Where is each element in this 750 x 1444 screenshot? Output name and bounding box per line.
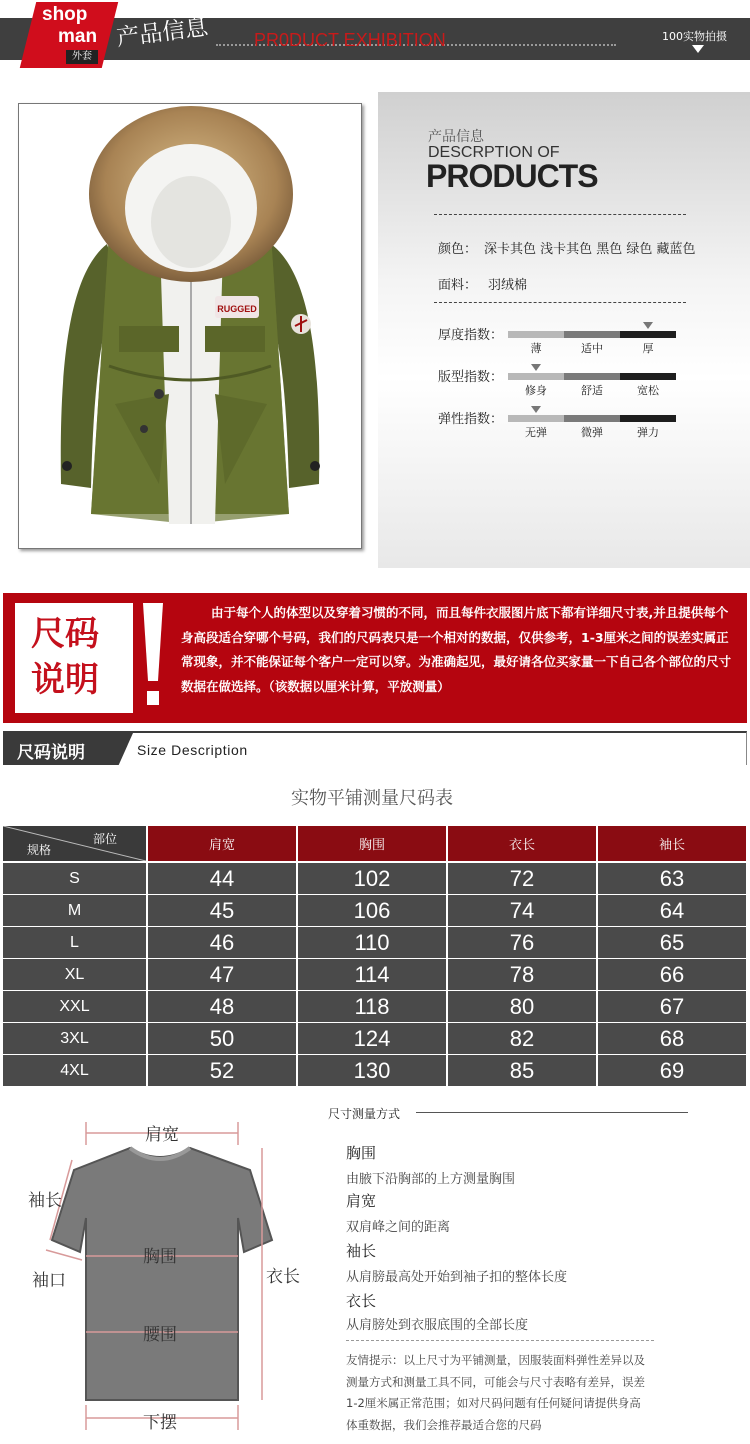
selected-marker-icon [643, 322, 653, 329]
selected-marker-icon [531, 406, 541, 413]
measure-item-title: 袖长 [346, 1242, 377, 1260]
notice-box-line1: 尺码 [31, 614, 99, 654]
size-cell: XL [3, 959, 146, 990]
logo-text-shop: shop [42, 4, 88, 25]
fabric-label: 面料： [438, 278, 478, 293]
value-cell: 47 [148, 959, 296, 990]
size-cell: M [3, 895, 146, 926]
value-cell: 74 [448, 895, 596, 926]
table-row [3, 1055, 747, 1086]
scale-option: 宽松 [637, 384, 659, 397]
size-notice-banner [3, 593, 747, 723]
size-table [3, 826, 747, 1087]
scale-option: 舒适 [581, 384, 603, 397]
table-row [3, 959, 747, 990]
measure-item-title: 胸围 [346, 1144, 377, 1162]
scale-segment [508, 415, 564, 422]
fabric-value: 羽绒棉 [488, 278, 528, 293]
measure-tip: 友情提示：以上尺寸为平铺测量，因服装面料弹性差异以及测量方式和测量工具不同，可能会与尺寸表略有差异，误差1-2厘米属正常范围；如对尺码问题有任何疑问请提供身高体重数据，我们会推荐最适合您的尺码 [346, 1353, 645, 1432]
scale-label: 弹性指数： [438, 412, 504, 427]
info-divider [434, 214, 686, 215]
table-row [3, 1023, 747, 1054]
table-row [3, 927, 747, 958]
measure-item-desc: 双肩峰之间的距离 [346, 1220, 451, 1235]
measure-item-desc: 从肩膀最高处开始到袖子扣的整体长度 [346, 1270, 568, 1285]
value-cell: 85 [448, 1055, 596, 1086]
parka-jacket-image [19, 104, 361, 548]
measurement-instructions [328, 1100, 708, 1440]
measure-item-title: 肩宽 [346, 1192, 377, 1210]
chest-label: 胸围 [143, 1247, 177, 1267]
column-header: 肩宽 [148, 826, 296, 861]
scale-option: 薄 [530, 342, 542, 355]
value-cell: 118 [298, 991, 446, 1022]
size-cell: L [3, 927, 146, 958]
measure-item-desc: 由腋下沿胸部的上方测量胸围 [346, 1172, 516, 1187]
value-cell: 48 [148, 991, 296, 1022]
table-row [3, 991, 747, 1022]
product-info-panel [378, 92, 750, 568]
logo-text-man: man [58, 26, 98, 47]
scale-segment [564, 331, 620, 338]
size-cell: 4XL [3, 1055, 146, 1086]
length-label: 衣长 [266, 1267, 300, 1287]
scale-option: 厚 [642, 342, 654, 355]
value-cell: 106 [298, 895, 446, 926]
value-cell: 69 [598, 1055, 746, 1086]
sleeve-label: 袖长 [28, 1191, 62, 1211]
scale-segment [620, 373, 676, 380]
scale-label: 版型指数： [438, 370, 504, 385]
scale-segment [564, 373, 620, 380]
corner-top-label: 部位 [93, 832, 118, 846]
value-cell: 76 [448, 927, 596, 958]
selected-marker-icon [531, 364, 541, 371]
scale-option: 适中 [581, 342, 603, 355]
column-header: 袖长 [598, 826, 746, 861]
scale-segment [620, 331, 676, 338]
notice-box-line2: 说明 [31, 660, 99, 700]
value-cell: 114 [298, 959, 446, 990]
value-cell: 52 [148, 1055, 296, 1086]
scale-segment [620, 415, 676, 422]
table-row [3, 863, 747, 894]
value-cell: 124 [298, 1023, 446, 1054]
size-table-corner [3, 826, 146, 861]
value-cell: 46 [148, 927, 296, 958]
value-cell: 102 [298, 863, 446, 894]
scale-bar [508, 331, 676, 338]
measure-heading: 尺寸测量方式 [328, 1107, 401, 1121]
scale-bar [508, 415, 676, 422]
info-label-cn: 产品信息 [428, 129, 484, 145]
scale-segment [564, 415, 620, 422]
value-cell: 64 [598, 895, 746, 926]
color-value: 深卡其色 浅卡其色 黑色 绿色 藏蓝色 [484, 242, 696, 257]
info-divider-2 [434, 302, 686, 303]
corner-bottom-label: 规格 [27, 843, 52, 857]
scale-segment [508, 373, 564, 380]
value-cell: 65 [598, 927, 746, 958]
size-table-header [3, 826, 747, 861]
logo-subtitle: 外套 [66, 50, 98, 64]
hem-label: 下摆 [143, 1413, 177, 1433]
rugged-patch-text: RUGGED [217, 304, 257, 314]
notice-text: 由于每个人的体型以及穿着习惯的不同，而且每件衣服图片底下都有详细尺寸表,并且提供每个身高段适合穿哪个号码，我们的尺码表只是一个相对的数据，仅供参考，1-3厘米之间的误差实属正常现象，并不能保证每个客户一定可以穿。为准确起见，最好请各位买家量一下自己各个部位的尺寸数据在做选择。（该数据以厘米计算，平放测量） [181, 605, 732, 694]
header-banner [0, 0, 750, 60]
value-cell: 44 [148, 863, 296, 894]
exclamation-icon [139, 603, 167, 713]
header-title-en: PR0DUCT EXHIBITION [254, 30, 446, 50]
down-arrow-icon [692, 45, 704, 53]
scale-option: 修身 [525, 384, 547, 397]
info-label-products: PRODUCTS [426, 158, 598, 194]
value-cell: 45 [148, 895, 296, 926]
scale-option: 弹力 [637, 426, 659, 439]
measure-item-title: 衣长 [346, 1292, 377, 1310]
column-header: 衣长 [448, 826, 596, 861]
scale-bar [508, 373, 676, 380]
table-row [3, 895, 747, 926]
cuff-label: 袖口 [32, 1271, 66, 1291]
size-cell: 3XL [3, 1023, 146, 1054]
measure-item-desc: 从肩膀处到衣服底围的全部长度 [346, 1318, 529, 1333]
size-cell: S [3, 863, 146, 894]
measurement-figure [10, 1100, 320, 1440]
scale-segment [508, 331, 564, 338]
value-cell: 50 [148, 1023, 296, 1054]
tshirt-diagram [10, 1100, 320, 1440]
color-label: 颜色： [438, 242, 478, 257]
size-description-title-cn: 尺码说明 [17, 743, 85, 763]
value-cell: 72 [448, 863, 596, 894]
value-cell: 68 [598, 1023, 746, 1054]
value-cell: 82 [448, 1023, 596, 1054]
value-cell: 80 [448, 991, 596, 1022]
scale-option: 微弹 [581, 426, 603, 439]
value-cell: 130 [298, 1055, 446, 1086]
column-header: 胸围 [298, 826, 446, 861]
info-label-en: DESCRPTION OF [428, 144, 560, 161]
value-cell: 67 [598, 991, 746, 1022]
value-cell: 78 [448, 959, 596, 990]
scale-label: 厚度指数： [438, 328, 504, 343]
header-title-cn: 产品信息 [115, 14, 210, 52]
diagonal-line-icon [3, 826, 146, 861]
size-description-bar [3, 731, 747, 765]
size-table-title: 实物平铺测量尺码表 [291, 788, 453, 809]
value-cell: 110 [298, 927, 446, 958]
value-cell: 63 [598, 863, 746, 894]
waist-label: 腰围 [143, 1325, 177, 1345]
size-cell: XXL [3, 991, 146, 1022]
size-description-title-en: Size Description [137, 742, 248, 758]
measure-heading-line [416, 1112, 688, 1113]
scale-option: 无弹 [525, 426, 547, 439]
shoulder-label: 肩宽 [145, 1125, 179, 1145]
size-table-body [3, 863, 747, 1086]
value-cell: 66 [598, 959, 746, 990]
product-photo [18, 103, 362, 549]
measure-divider [346, 1340, 654, 1341]
notice-box [15, 603, 133, 713]
header-note: 100实物拍摄 [662, 30, 727, 43]
